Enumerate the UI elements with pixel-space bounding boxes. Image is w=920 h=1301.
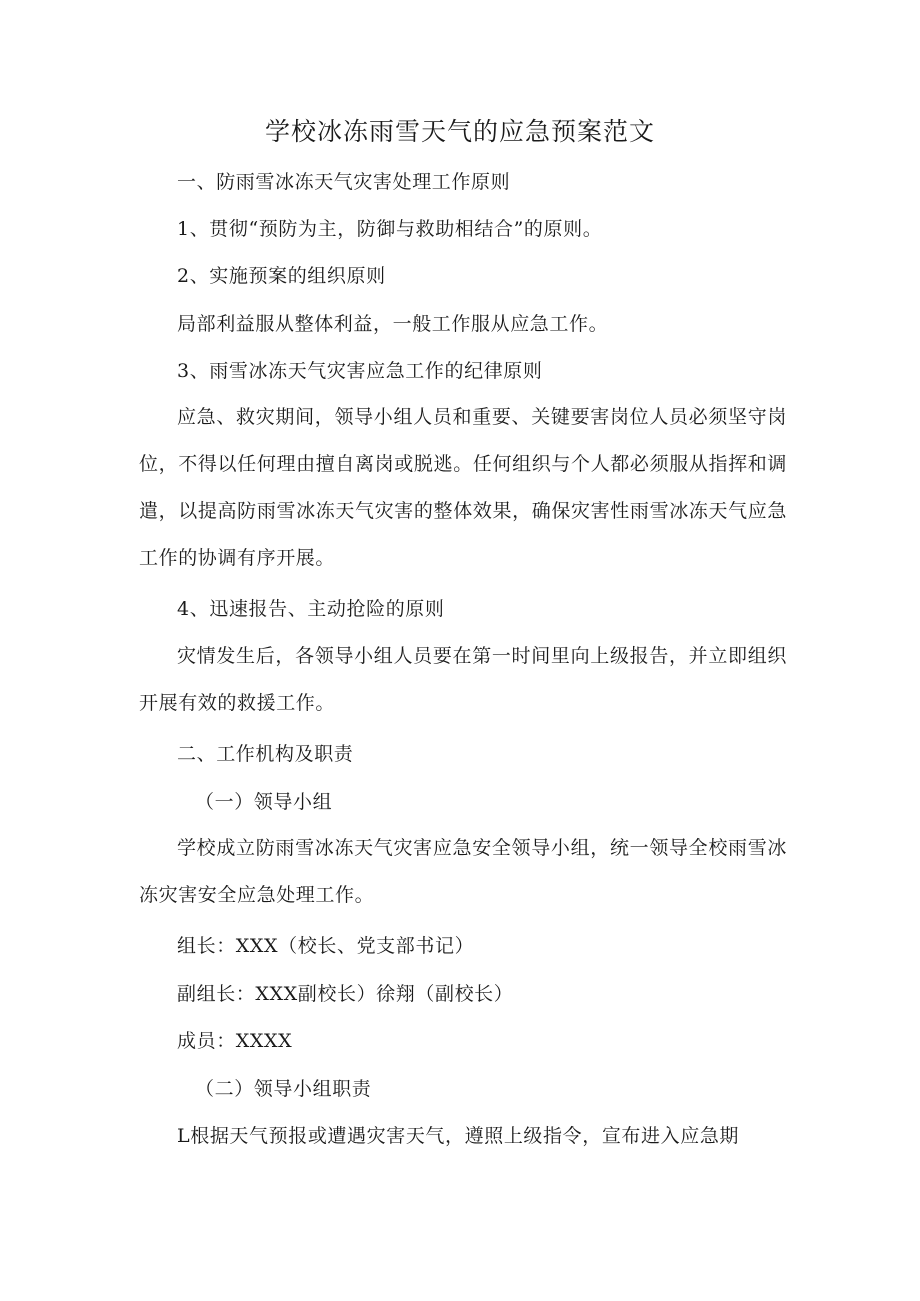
paragraph-principle-3-body: 应急、救灾期间，领导小组人员和重要、关键要害岗位人员必须坚守岗位，不得以任何理由擅自离岗或脱逃。任何组织与个人都必须服从指挥和调遣，以提高防雨雪冰冻天气灾害的整体效果，确保灾害性雨雪冰冻天气应急工作的协调有序开展。: [139, 406, 787, 569]
document-title: 学校冰冻雨雪天气的应急预案范文: [264, 117, 655, 146]
subsection-heading-1: （一）领导小组: [195, 791, 333, 813]
section-heading-2: 二、工作机构及职责: [177, 743, 354, 765]
paragraph-principle-2: 2、实施预案的组织原则: [177, 265, 386, 287]
paragraph-members: 成员：XXXX: [177, 1030, 293, 1052]
paragraph-deputy-leader: 副组长：XXX副校长）徐翔（副校长）: [177, 983, 514, 1005]
paragraph-leader: 组长：XXX（校长、党支部书记）: [177, 935, 475, 957]
section-heading-1: 一、防雨雪冰冻天气灾害处理工作原则: [177, 171, 511, 193]
paragraph-principle-3: 3、雨雪冰冻天气灾害应急工作的纪律原则: [177, 360, 543, 382]
subsection-heading-2: （二）领导小组职责: [195, 1078, 372, 1100]
paragraph-leadership-group: 学校成立防雨雪冰冻天气灾害应急安全领导小组，统一领导全校雨雪冰冻灾害安全应急处理工作。: [139, 837, 787, 906]
paragraph-principle-2-body: 局部利益服从整体利益，一般工作服从应急工作。: [177, 313, 609, 335]
paragraph-duty-1: L根据天气预报或遭遇灾害天气，遵照上级指令，宣布进入应急期: [177, 1125, 740, 1147]
paragraph-principle-4: 4、迅速报告、主动抢险的原则: [177, 598, 445, 620]
paragraph-principle-1: 1、贯彻“预防为主，防御与救助相结合”的原则。: [177, 218, 603, 240]
paragraph-principle-4-body: 灾情发生后，各领导小组人员要在第一时间里向上级报告，并立即组织开展有效的救援工作。: [139, 645, 787, 714]
